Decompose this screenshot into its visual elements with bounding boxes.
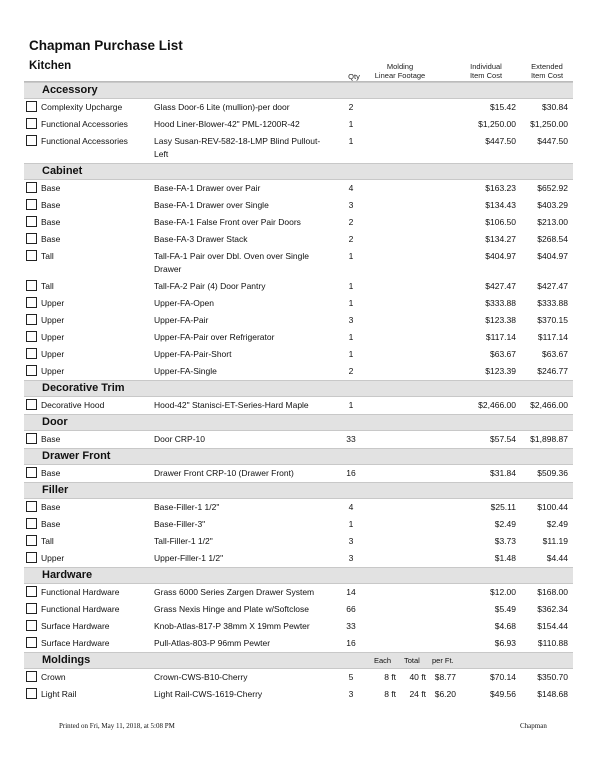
- extended-cost: $2.49: [546, 519, 568, 529]
- item-qty: 1: [348, 519, 354, 529]
- extended-cost: $2,466.00: [530, 400, 568, 410]
- individual-cost: $1,250.00: [478, 119, 516, 129]
- item-type: Base: [41, 183, 61, 193]
- qty-header: Qty: [348, 72, 360, 81]
- item-description: Upper-FA-Pair-Short: [154, 349, 232, 359]
- item-qty: 66: [346, 604, 356, 614]
- extended-cost: $4.44: [546, 553, 568, 563]
- extended-cost: $333.88: [537, 298, 568, 308]
- table-row: [24, 533, 573, 550]
- purchase-checkbox[interactable]: [26, 688, 37, 699]
- purchase-checkbox[interactable]: [26, 433, 37, 444]
- item-qty: 3: [348, 536, 354, 546]
- table-row: [24, 516, 573, 533]
- purchase-checkbox[interactable]: [26, 297, 37, 308]
- table-row: [24, 550, 573, 567]
- item-type: Base: [41, 502, 61, 512]
- purchase-checkbox[interactable]: [26, 671, 37, 682]
- category-name: Cabinet: [42, 165, 83, 177]
- molding-per-ft: $6.20: [434, 689, 456, 699]
- extended-cost: $117.14: [537, 332, 568, 342]
- item-type: Functional Accessories: [41, 119, 128, 129]
- molding-total: 40 ft: [409, 672, 426, 682]
- individual-cost: $333.88: [485, 298, 516, 308]
- individual-cost: $49.56: [490, 689, 516, 699]
- item-qty: 3: [348, 689, 354, 699]
- item-description: Base-FA-1 False Front over Pair Doors: [154, 217, 301, 227]
- molding-per-ft: $8.77: [434, 672, 456, 682]
- purchase-checkbox[interactable]: [26, 467, 37, 478]
- item-description: Hood Liner-Blower-42" PML-1200R-42: [154, 119, 300, 129]
- individual-cost: $2,466.00: [478, 400, 516, 410]
- category-header: [24, 163, 573, 180]
- extended-cost-header: Extended Item Cost: [530, 62, 564, 80]
- item-type: Tall: [41, 536, 54, 546]
- individual-cost: $70.14: [490, 672, 516, 682]
- item-type: Surface Hardware: [41, 638, 110, 648]
- purchase-checkbox[interactable]: [26, 365, 37, 376]
- purchase-checkbox[interactable]: [26, 637, 37, 648]
- extended-cost: $652.92: [537, 183, 568, 193]
- extended-cost: $362.34: [537, 604, 568, 614]
- molding-header: Molding Linear Footage: [374, 62, 426, 80]
- purchase-checkbox[interactable]: [26, 620, 37, 631]
- individual-cost: $404.97: [485, 251, 516, 261]
- category-name: Accessory: [42, 84, 98, 96]
- purchase-checkbox[interactable]: [26, 399, 37, 410]
- item-qty: 2: [348, 234, 354, 244]
- item-qty: 3: [348, 200, 354, 210]
- category-header: [24, 414, 573, 431]
- extended-cost: $148.68: [537, 689, 568, 699]
- item-description: Lasy Susan-REV-582-18-LMP Blind Pullout-Left: [154, 136, 321, 159]
- individual-cost: $15.42: [490, 102, 516, 112]
- molding-total: 24 ft: [409, 689, 426, 699]
- purchase-checkbox[interactable]: [26, 135, 37, 146]
- purchase-checkbox[interactable]: [26, 101, 37, 112]
- item-type: Functional Hardware: [41, 604, 120, 614]
- item-type: Base: [41, 200, 61, 210]
- item-qty: 4: [348, 183, 354, 193]
- item-description: Grass Nexis Hinge and Plate w/Softclose: [154, 604, 309, 614]
- purchase-checkbox[interactable]: [26, 280, 37, 291]
- individual-cost: $123.38: [485, 315, 516, 325]
- item-description: Door CRP-10: [154, 434, 206, 444]
- item-type: Upper: [41, 349, 65, 359]
- extended-cost: $350.70: [537, 672, 568, 682]
- extended-cost: $63.67: [542, 349, 568, 359]
- item-type: Upper: [41, 553, 65, 563]
- item-type: Tall: [41, 281, 54, 291]
- extended-cost: $403.29: [537, 200, 568, 210]
- individual-cost: $25.11: [490, 502, 516, 512]
- extended-cost: $168.00: [537, 587, 568, 597]
- item-type: Functional Hardware: [41, 587, 120, 597]
- item-qty: 5: [348, 672, 354, 682]
- item-description: Crown-CWS-B10-Cherry: [154, 672, 248, 682]
- footer-name: Chapman: [520, 722, 547, 730]
- table-row: [24, 278, 573, 295]
- category-name: Decorative Trim: [42, 382, 125, 394]
- category-name: Filler: [42, 484, 69, 496]
- extended-cost: $370.15: [537, 315, 568, 325]
- extended-cost: $509.36: [537, 468, 568, 478]
- item-description: Upper-FA-Pair over Refrigerator: [154, 332, 275, 342]
- item-qty: 2: [348, 102, 354, 112]
- item-description: Base-Filler-3": [154, 519, 206, 529]
- individual-cost: $12.00: [490, 587, 516, 597]
- item-qty: 2: [348, 366, 354, 376]
- purchase-checkbox[interactable]: [26, 518, 37, 529]
- individual-cost: $4.68: [494, 621, 516, 631]
- item-description: Tall-Filler-1 1/2": [154, 536, 213, 546]
- table-row: [24, 686, 573, 703]
- extended-cost: $30.84: [542, 102, 568, 112]
- item-qty: 3: [348, 553, 354, 563]
- item-type: Functional Accessories: [41, 136, 128, 146]
- individual-cost: $2.49: [494, 519, 516, 529]
- each-header: Each: [374, 656, 392, 665]
- item-qty: 1: [348, 400, 354, 410]
- item-qty: 16: [346, 638, 356, 648]
- item-description: Glass Door-6 Lite (mullion)-per door: [154, 102, 290, 112]
- table-row: [24, 180, 573, 197]
- molding-each: 8 ft: [384, 672, 396, 682]
- item-qty: 1: [348, 281, 354, 291]
- individual-cost: $427.47: [485, 281, 516, 291]
- item-type: Decorative Hood: [41, 400, 105, 410]
- item-description: Knob-Atlas-817-P 38mm X 19mm Pewter: [154, 621, 310, 631]
- item-type: Tall: [41, 251, 54, 261]
- table-row: [24, 465, 573, 482]
- item-qty: 1: [348, 136, 354, 146]
- table-row: [24, 329, 573, 346]
- total-header: Total: [404, 656, 420, 665]
- table-row: [24, 197, 573, 214]
- individual-cost: $163.23: [485, 183, 516, 193]
- category-header: [24, 380, 573, 397]
- individual-cost: $117.14: [485, 332, 516, 342]
- item-description: Hood-42" Stanisci-ET-Series-Hard Maple: [154, 400, 309, 410]
- individual-cost: $134.27: [485, 234, 516, 244]
- table-row: [24, 397, 573, 414]
- purchase-checkbox[interactable]: [26, 552, 37, 563]
- table-row: [24, 295, 573, 312]
- item-qty: 14: [346, 587, 356, 597]
- item-description: Base-FA-1 Drawer over Single: [154, 200, 269, 210]
- purchase-checkbox[interactable]: [26, 199, 37, 210]
- item-type: Upper: [41, 332, 65, 342]
- item-description: Tall-FA-1 Pair over Dbl. Oven over Single Drawer: [154, 251, 309, 274]
- purchase-checkbox[interactable]: [26, 348, 37, 359]
- item-description: Upper-FA-Pair: [154, 315, 209, 325]
- individual-cost: $31.84: [490, 468, 516, 478]
- category-header: [24, 482, 573, 499]
- item-description: Grass 6000 Series Zargen Drawer System: [154, 587, 315, 597]
- item-qty: 16: [346, 468, 356, 478]
- molding-each: 8 ft: [384, 689, 396, 699]
- extended-cost: $154.44: [537, 621, 568, 631]
- item-qty: 4: [348, 502, 354, 512]
- category-header: [24, 567, 573, 584]
- category-name: Door: [42, 416, 68, 428]
- individual-cost: $6.93: [494, 638, 516, 648]
- item-qty: 3: [348, 315, 354, 325]
- purchase-checkbox[interactable]: [26, 118, 37, 129]
- table-row: [24, 312, 573, 329]
- item-description: Upper-FA-Open: [154, 298, 214, 308]
- per-ft-header: per Ft.: [432, 656, 454, 665]
- item-type: Base: [41, 468, 61, 478]
- category-name: Hardware: [42, 569, 93, 581]
- purchase-checkbox[interactable]: [26, 216, 37, 227]
- extended-cost: $11.19: [542, 536, 568, 546]
- purchase-checkbox[interactable]: [26, 603, 37, 614]
- extended-cost: $246.77: [537, 366, 568, 376]
- purchase-checkbox[interactable]: [26, 314, 37, 325]
- table-row: [24, 669, 573, 686]
- purchase-table: [24, 82, 573, 703]
- item-description: Pull-Atlas-803-P 96mm Pewter: [154, 638, 271, 648]
- extended-cost: $1,250.00: [530, 119, 568, 129]
- item-type: Base: [41, 519, 61, 529]
- section-title: Kitchen: [29, 60, 72, 72]
- item-description: Base-FA-3 Drawer Stack: [154, 234, 248, 244]
- item-type: Upper: [41, 315, 65, 325]
- item-description: Drawer Front CRP-10 (Drawer Front): [154, 468, 294, 478]
- purchase-checkbox[interactable]: [26, 586, 37, 597]
- item-qty: 2: [348, 217, 354, 227]
- purchase-checkbox[interactable]: [26, 233, 37, 244]
- item-qty: 1: [348, 298, 354, 308]
- purchase-checkbox[interactable]: [26, 250, 37, 261]
- item-qty: 1: [348, 119, 354, 129]
- individual-cost: $3.73: [494, 536, 516, 546]
- item-description: Upper-FA-Single: [154, 366, 217, 376]
- category-header: [24, 448, 573, 465]
- table-row: [24, 99, 573, 116]
- item-type: Complexity Upcharge: [41, 102, 123, 112]
- item-description: Base-FA-1 Drawer over Pair: [154, 183, 261, 193]
- item-qty: 1: [348, 349, 354, 359]
- individual-cost: $106.50: [485, 217, 516, 227]
- extended-cost: $100.44: [537, 502, 568, 512]
- item-description: Light Rail-CWS-1619-Cherry: [154, 689, 263, 699]
- category-header: [24, 82, 573, 99]
- item-description: Tall-FA-2 Pair (4) Door Pantry: [154, 281, 266, 291]
- table-row: [24, 363, 573, 380]
- table-row: [24, 346, 573, 363]
- print-date: Printed on Fri, May 11, 2018, at 5:08 PM: [59, 722, 175, 730]
- item-qty: 33: [346, 434, 356, 444]
- item-description: Base-Filler-1 1/2": [154, 502, 220, 512]
- table-row: [24, 214, 573, 231]
- page-title: Chapman Purchase List: [29, 38, 183, 53]
- table-row: [24, 499, 573, 516]
- table-row: [24, 231, 573, 248]
- individual-cost: $123.39: [485, 366, 516, 376]
- table-row: [24, 584, 573, 601]
- item-type: Base: [41, 217, 61, 227]
- table-row: [24, 116, 573, 133]
- category-name: Moldings: [42, 654, 91, 666]
- table-row: [24, 431, 573, 448]
- category-header: [24, 652, 573, 669]
- item-qty: 1: [348, 251, 354, 261]
- extended-cost: $404.97: [537, 251, 568, 261]
- item-qty: 1: [348, 332, 354, 342]
- extended-cost: $268.54: [537, 234, 568, 244]
- purchase-checkbox[interactable]: [26, 501, 37, 512]
- extended-cost: $447.50: [537, 136, 568, 146]
- item-qty: 33: [346, 621, 356, 631]
- purchase-checkbox[interactable]: [26, 535, 37, 546]
- individual-cost-header: Individual Item Cost: [469, 62, 503, 80]
- item-type: Base: [41, 434, 61, 444]
- item-type: Crown: [41, 672, 66, 682]
- individual-cost: $5.49: [494, 604, 516, 614]
- item-type: Upper: [41, 366, 65, 376]
- item-description: Upper-Filler-1 1/2": [154, 553, 224, 563]
- individual-cost: $447.50: [485, 136, 516, 146]
- individual-cost: $63.67: [490, 349, 516, 359]
- individual-cost: $1.48: [494, 553, 516, 563]
- purchase-checkbox[interactable]: [26, 331, 37, 342]
- item-type: Base: [41, 234, 61, 244]
- item-type: Surface Hardware: [41, 621, 110, 631]
- table-row: [24, 601, 573, 618]
- extended-cost: $213.00: [537, 217, 568, 227]
- purchase-checkbox[interactable]: [26, 182, 37, 193]
- extended-cost: $110.88: [537, 638, 568, 648]
- item-type: Upper: [41, 298, 65, 308]
- table-row: [24, 133, 573, 163]
- extended-cost: $1,898.87: [530, 434, 568, 444]
- table-row: [24, 248, 573, 278]
- table-row: [24, 635, 573, 652]
- category-name: Drawer Front: [42, 450, 111, 462]
- individual-cost: $134.43: [485, 200, 516, 210]
- extended-cost: $427.47: [537, 281, 568, 291]
- individual-cost: $57.54: [490, 434, 516, 444]
- table-row: [24, 618, 573, 635]
- item-type: Light Rail: [41, 689, 77, 699]
